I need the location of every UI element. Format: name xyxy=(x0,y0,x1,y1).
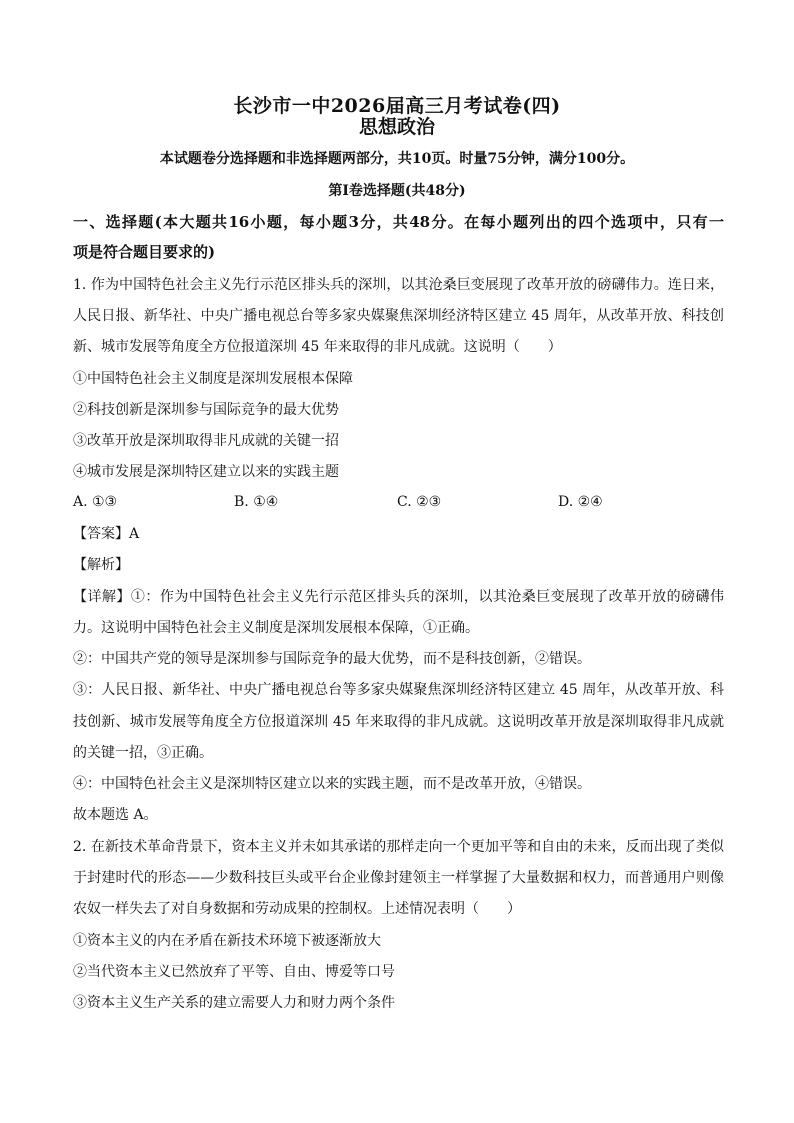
subject-title: 思想政治 xyxy=(358,116,435,138)
q1-detail-line5: 技创新、城市发展等角度全方位报道深圳 45 年来取得的非凡成就。这说明改革开放是深圳取得非凡成就 xyxy=(73,714,724,730)
q1-conclusion: 故本题选 A。 xyxy=(73,807,158,823)
q2-item-2: ②当代资本主义已然放弃了平等、自由、博爱等口号 xyxy=(73,964,395,980)
q1-answer: 【答案】A xyxy=(73,526,140,542)
q1-item-4: ④城市发展是深圳特区建立以来的实践主题 xyxy=(73,464,339,480)
exam-info: 本试题卷分选择题和非选择题两部分，共10页。时量75分钟，满分100分。 xyxy=(159,151,635,167)
q1-detail-line3: ②：中国共产党的领导是深圳参与国际竞争的最大优势，而不是科技创新，②错误。 xyxy=(73,651,591,667)
q1-item-3: ③改革开放是深圳取得非凡成就的关键一招 xyxy=(73,433,339,449)
q1-stem-line2: 人民日报、新华社、中央广播电视总台等多家央媒聚焦深圳经济特区建立 45 周年，从改革开放、科技创 xyxy=(73,308,724,324)
q1-item-2: ②科技创新是深圳参与国际竞争的最大优势 xyxy=(73,402,339,418)
q1-detail-line7: ④：中国特色社会主义是深圳特区建立以来的实践主题，而不是改革开放，④错误。 xyxy=(73,776,591,792)
q1-detail-line6: 的关键一招，③正确。 xyxy=(73,745,213,761)
part-heading: 第Ⅰ卷选择题(共48分) xyxy=(328,183,466,199)
section-instruction-line1: 一、选择题(本大题共16小题，每小题3分，共48分。在每小题列出的四个选项中，只有一 xyxy=(73,213,724,231)
q1-stem-line1: 1. 作为中国特色社会主义先行示范区排头兵的深圳，以其沧桑巨变展现了改革开放的磅礴伟力。连日来， xyxy=(73,277,724,293)
q1-option-c: C. ②③ xyxy=(397,494,442,510)
q2-item-1: ①资本主义的内在矛盾在新技术环境下被逐渐放大 xyxy=(73,933,381,949)
section-instruction-line2: 项是符合题目要求的) xyxy=(73,243,216,261)
q2-stem-line3: 农奴一样失去了对自身数据和劳动成果的控制权。上述情况表明（ ） xyxy=(73,901,521,917)
q1-stem-line3: 新、城市发展等角度全方位报道深圳 45 年来取得的非凡成就。这说明（ ） xyxy=(73,339,562,355)
q2-stem-line1: 2. 在新技术革命背景下，资本主义并未如其承诺的那样走向一个更加平等和自由的未来，反而出现了类似 xyxy=(73,839,724,855)
q1-options xyxy=(73,494,723,514)
q1-detail-line2: 力。这说明中国特色社会主义制度是深圳发展根本保障，①正确。 xyxy=(73,620,479,636)
page-title: 长沙市一中2026届高三月考试卷(四) xyxy=(233,95,561,117)
q1-option-d: D. ②④ xyxy=(558,494,603,510)
q1-analysis-label: 【解析】 xyxy=(73,557,129,573)
q1-item-1: ①中国特色社会主义制度是深圳发展根本保障 xyxy=(73,371,353,387)
q1-option-b: B. ①④ xyxy=(234,494,279,510)
q1-detail-line4: ③：人民日报、新华社、中央广播电视总台等多家央媒聚焦深圳经济特区建立 45 周年，从改革开放、科 xyxy=(73,682,724,698)
q1-option-a: A. ①③ xyxy=(73,494,118,510)
q2-item-3: ③资本主义生产关系的建立需要人力和财力两个条件 xyxy=(73,995,395,1011)
q1-detail-line1: 【详解】①：作为中国特色社会主义先行示范区排头兵的深圳，以其沧桑巨变展现了改革开放的磅礴伟 xyxy=(73,589,724,605)
q2-stem-line2: 于封建时代的形态——少数科技巨头或平台企业像封建领主一样掌握了大量数据和权力，而普通用户则像 xyxy=(73,870,724,886)
